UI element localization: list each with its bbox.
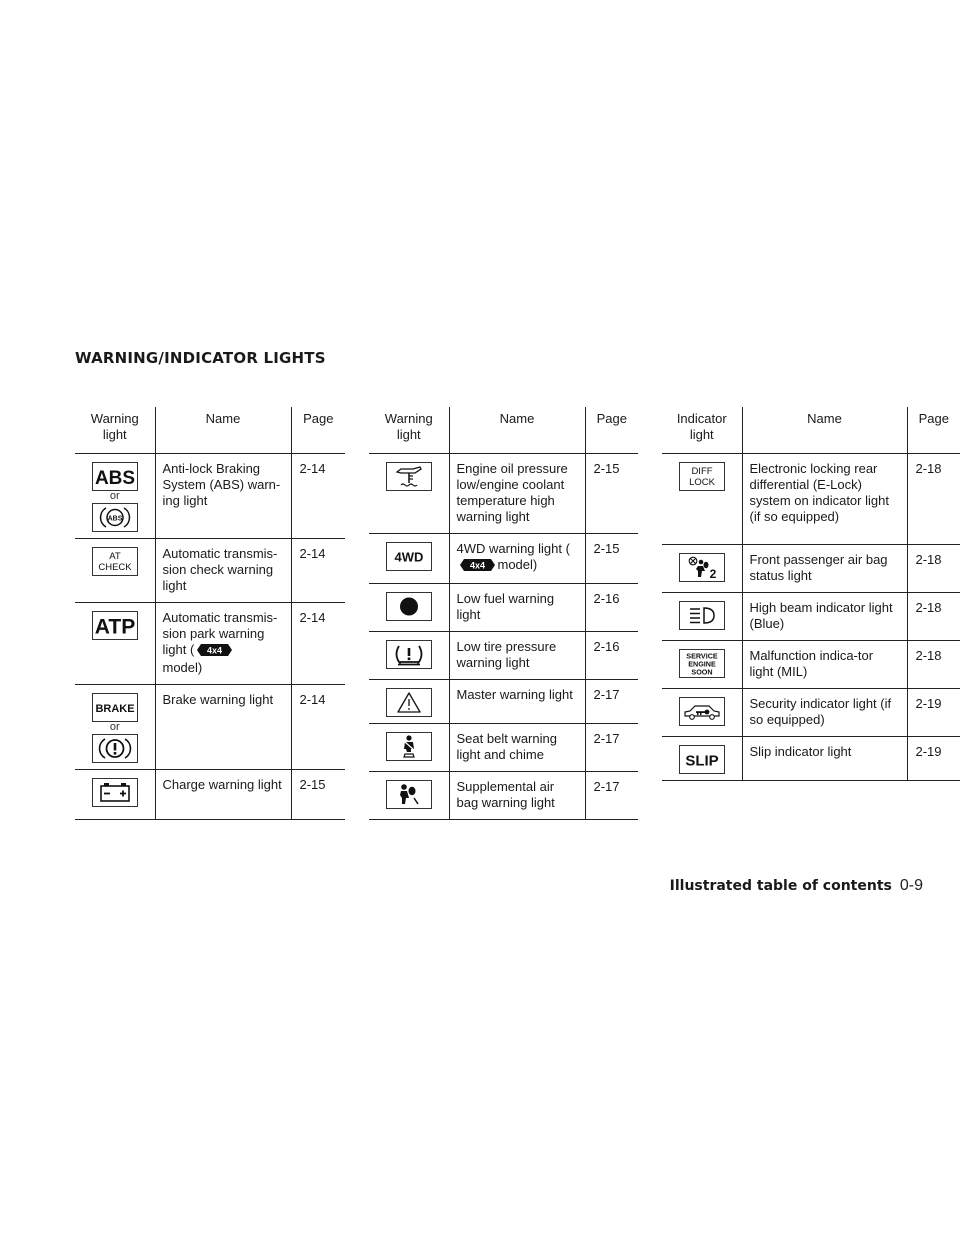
svg-text:SOON: SOON [691,667,713,677]
light-name: High beam indicator light (Blue) [742,593,907,641]
warning-lights-table-1 [75,407,345,820]
table-row [369,724,638,772]
light-name: Charge warning light [155,770,291,820]
table-row [369,534,638,584]
page-number: 2-19 [907,737,960,781]
svg-text:DIFF: DIFF [691,466,713,477]
table-row [369,584,638,632]
table-row [75,539,345,603]
svg-text:4x4: 4x4 [469,560,485,571]
light-name: Security indicator light (if so equipped) [742,689,907,737]
page-number: 2-15 [291,770,345,820]
page-number: 2-18 [907,641,960,689]
table-row [662,454,960,545]
page-number: 2-15 [585,534,638,584]
diff-lock-icon [679,462,725,491]
header-icon: Warning light [75,407,155,454]
table-row [662,737,960,781]
service-engine-soon-icon [679,649,725,678]
footer-page-number: 0-9 [899,877,923,894]
abs-circle-icon [92,503,138,532]
table-row [75,454,345,539]
security-icon [679,697,725,726]
header-name: Name [449,407,585,454]
header-page: Page [585,407,638,454]
airbag-icon [386,780,432,809]
page-number: 2-15 [585,454,638,534]
light-name: Engine oil pressure low/engine coolant temperature high warning light [449,454,585,534]
svg-text:ENGINE: ENGINE [687,659,716,669]
page-number: 2-16 [585,632,638,680]
table-row [662,545,960,593]
page-number: 2-17 [585,724,638,772]
light-name: Low tire pressure warning light [449,632,585,680]
header-name: Name [742,407,907,454]
light-name: Seat belt warning light and chime [449,724,585,772]
table-row [75,685,345,770]
tire-pressure-icon [386,640,432,669]
page-number: 2-14 [291,454,345,539]
light-name: Low fuel warning light [449,584,585,632]
page-number: 2-14 [291,539,345,603]
header-icon: Warning light [369,407,449,454]
or-label: or [109,490,120,502]
slip-text: SLIP [685,752,719,770]
table-header-row [75,407,345,454]
battery-charge-icon [92,778,138,807]
light-name: Slip indicator light [742,737,907,781]
table-row [369,680,638,724]
header-icon: Indicator light [662,407,742,454]
master-warning-icon [386,688,432,717]
light-name: Brake warning light [155,685,291,770]
table-row [75,603,345,685]
light-name: Supplemental air bag warning light [449,772,585,820]
4x4-icon [197,644,232,660]
indicator-lights-table [662,407,960,781]
4wd-text: 4WD [394,549,424,565]
svg-text:SERVICE: SERVICE [686,651,718,661]
low-fuel-icon [386,592,432,621]
footer-title: Illustrated table of contents [669,878,892,894]
slip-icon [679,745,725,774]
table-row [662,593,960,641]
table-row [75,770,345,820]
brake-text-icon [92,693,138,722]
table-row [662,689,960,737]
abs-circle-text: ABS [107,515,123,523]
or-label: or [109,721,120,733]
atp-text: ATP [94,615,135,639]
light-name: Master warning light [449,680,585,724]
at-check-icon [92,547,138,576]
brake-text: BRAKE [95,703,135,715]
table-header-row [662,407,960,454]
svg-text:CHECK: CHECK [98,562,132,573]
page-number: 2-19 [907,689,960,737]
atp-icon [92,611,138,640]
page-number: 2-14 [291,685,345,770]
page-number: 2-17 [585,772,638,820]
high-beam-icon [679,601,725,630]
svg-text:AT: AT [109,551,121,562]
light-name: Anti-lock Braking System (ABS) warn-ing light [155,454,291,539]
table-header-row [369,407,638,454]
svg-text:2: 2 [709,567,717,581]
light-name: Malfunction indica-tor light (MIL) [742,641,907,689]
light-name: Automatic transmis-sion check warning light [155,539,291,603]
light-name: Automatic transmis-sion park warning light ( 4x4 model) [155,603,291,685]
page-number: 2-18 [907,593,960,641]
light-name: Electronic locking rear differential (E-Lock) system on indicator light (if so equipped) [742,454,907,545]
header-page: Page [291,407,345,454]
page-number: 2-18 [907,545,960,593]
svg-text:4x4: 4x4 [207,645,223,656]
seat-belt-icon [386,732,432,761]
section-title: WARNING/INDICATOR LIGHTS [75,349,326,367]
header-page: Page [907,407,960,454]
abs-warning-icon [92,462,138,491]
svg-text:LOCK: LOCK [688,477,715,488]
oil-coolant-icon [386,462,432,491]
light-name: Front passenger air bag status light [742,545,907,593]
brake-circle-icon [92,734,138,763]
warning-lights-table-2 [369,407,638,820]
page-number: 2-17 [585,680,638,724]
table-row [369,454,638,534]
table-row [662,641,960,689]
table-row [369,772,638,820]
page-footer [670,877,923,895]
page-number: 2-18 [907,454,960,545]
passenger-airbag-icon [679,553,725,582]
page-number: 2-14 [291,603,345,685]
light-name: 4WD warning light ( 4x4 model) [449,534,585,584]
table-row [369,632,638,680]
abs-text: ABS [94,468,135,489]
4wd-icon [386,542,432,571]
header-name: Name [155,407,291,454]
4x4-icon [460,559,495,575]
page-number: 2-16 [585,584,638,632]
